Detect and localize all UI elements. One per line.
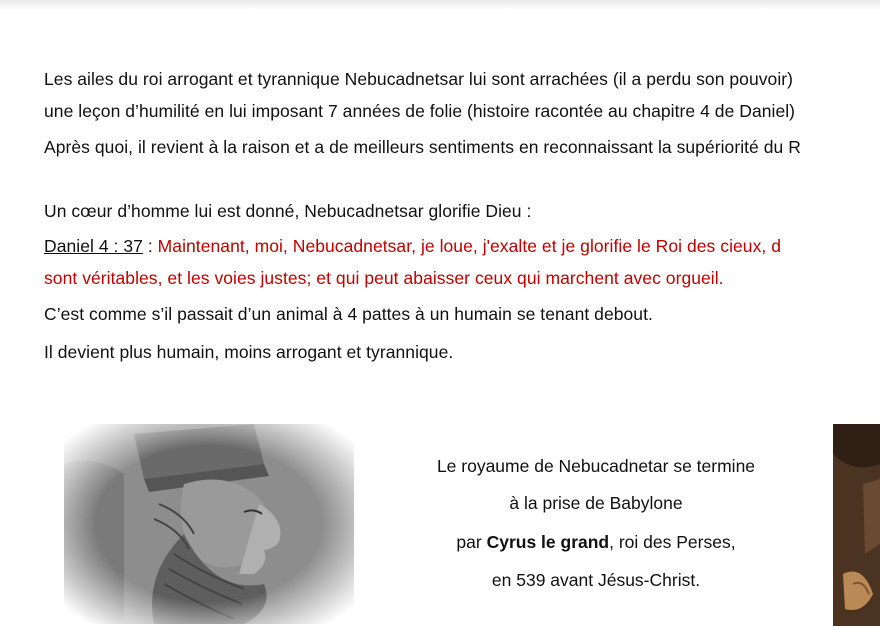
- persian-relief-image: [64, 424, 354, 624]
- verse-reference: Daniel 4 : 37: [44, 236, 143, 256]
- caption-prefix: par: [456, 532, 487, 552]
- portrait-illustration: [833, 424, 880, 626]
- paragraph-1-line-1: Les ailes du roi arrogant et tyrannique Nebucadnetsar lui sont arrachées (il a perdu son pouvoir): [44, 69, 794, 89]
- verse-text-line-1: Maintenant, moi, Nebucadnetsar, je loue, j'exalte et je glorifie le Roi des cieux, d: [157, 236, 781, 256]
- paragraph-4: C’est comme s’il passait d’un animal à 4 pattes à un humain se tenant debout.: [44, 304, 653, 324]
- verse-separator: :: [142, 236, 158, 256]
- caption-line-1: Le royaume de Nebucadnetar se termine: [436, 456, 756, 476]
- verse-text-line-2: sont véritables, et les voies justes; et qui peut abaisser ceux qui marchent avec orgueil.: [44, 268, 724, 288]
- paragraph-1-line-2: une leçon d’humilité en lui imposant 7 années de folie (histoire racontée au chapitre 4 de Daniel): [44, 101, 796, 121]
- paragraph-2: Après quoi, il revient à la raison et a de meilleurs sentiments en reconnaissant la supériorité du R: [44, 137, 801, 157]
- paragraph-5: Il devient plus humain, moins arrogant et tyrannique.: [44, 342, 454, 362]
- caption-suffix: , roi des Perses,: [609, 532, 736, 552]
- caption-line-2: à la prise de Babylone: [509, 493, 683, 513]
- cyrus-name: Cyrus le grand: [486, 532, 610, 552]
- paragraph-3: Un cœur d’homme lui est donné, Nebucadnetsar glorifie Dieu :: [44, 201, 532, 221]
- verse-line-1: [44, 235, 781, 258]
- caption-line-3: [396, 531, 796, 553]
- portrait-image: [833, 424, 880, 626]
- persian-relief-illustration: [64, 424, 354, 624]
- page-top-edge: [0, 0, 880, 10]
- caption-line-4: en 539 avant Jésus-Christ.: [491, 570, 701, 590]
